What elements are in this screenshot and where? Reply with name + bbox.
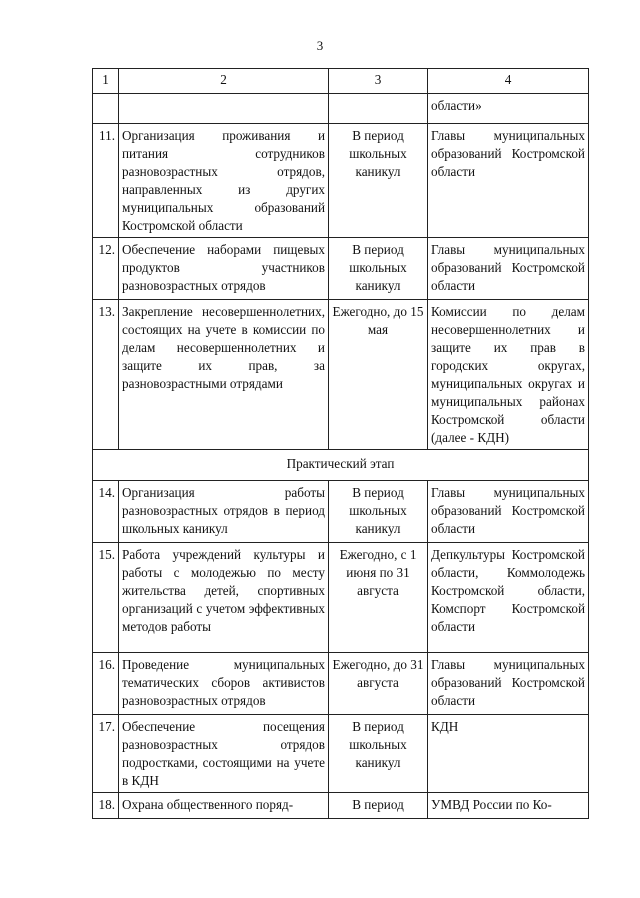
row-activity: Обеспечение наборами пищевых продуктов участников разновозрастных отрядов (119, 238, 329, 300)
row-activity: Организация работы разновозрастных отрядов в период школьных каникул (119, 481, 329, 543)
header-cell: 3 (329, 69, 428, 94)
row-executor: Главы муниципальных образований Костромской области (428, 653, 589, 715)
row-activity: Закрепление несовершеннолетних, состоящих на учете в комиссии по делам несовершеннолетних и защите их прав, за разновозрастными отрядами (119, 300, 329, 450)
row-executor: УМВД России по Ко- (428, 793, 589, 819)
table-row (93, 238, 589, 300)
row-number: 18. (93, 793, 119, 819)
row-number: 11. (93, 124, 119, 238)
row-term (329, 94, 428, 124)
table-row (93, 543, 589, 653)
section-title: Практический этап (93, 450, 589, 481)
row-term: В период школьных каникул (329, 238, 428, 300)
table-row (93, 715, 589, 793)
header-cell: 2 (119, 69, 329, 94)
row-executor: Главы муниципальных образований Костромской области (428, 481, 589, 543)
row-activity: Проведение муниципальных тематических сборов активистов разновозрастных отрядов (119, 653, 329, 715)
row-activity (119, 94, 329, 124)
row-number: 16. (93, 653, 119, 715)
row-term: Ежегодно, до 15 мая (329, 300, 428, 450)
row-term: Ежегодно, с 1 июня по 31 августа (329, 543, 428, 653)
row-number: 15. (93, 543, 119, 653)
row-term: Ежегодно, до 31 августа (329, 653, 428, 715)
row-term: В период школьных каникул (329, 715, 428, 793)
header-cell: 4 (428, 69, 589, 94)
table-row (93, 481, 589, 543)
row-term: В период школьных каникул (329, 124, 428, 238)
table-row (93, 300, 589, 450)
table-row (93, 124, 589, 238)
row-number: 13. (93, 300, 119, 450)
plan-table (92, 68, 589, 819)
page-number: 3 (316, 38, 324, 53)
row-executor: КДН (428, 715, 589, 793)
row-term: В период школьных каникул (329, 481, 428, 543)
row-term: В период (329, 793, 428, 819)
row-executor: Комиссии по делам несовершеннолетних и защите их прав в городских округах, муниципальных округах и муниципальных районах Костромской области (далее - КДН) (428, 300, 589, 450)
row-executor: области» (428, 94, 589, 124)
row-activity: Обеспечение посещения разновозрастных отрядов подростками, состоящими на учете в КДН (119, 715, 329, 793)
row-number: 12. (93, 238, 119, 300)
header-cell: 1 (93, 69, 119, 94)
row-executor: Главы муниципальных образований Костромской области (428, 238, 589, 300)
table-row (93, 793, 589, 819)
row-number: 14. (93, 481, 119, 543)
row-number: 17. (93, 715, 119, 793)
row-activity: Охрана общественного поряд- (119, 793, 329, 819)
header-row (93, 69, 589, 94)
row-activity: Работа учреждений культуры и работы с молодежью по месту жительства детей, спортивных организаций с учетом эффективных методов работы (119, 543, 329, 653)
row-executor: Главы муниципальных образований Костромской области (428, 124, 589, 238)
row-activity: Организация проживания и питания сотрудников разновозрастных отрядов, направленных из других муниципальных образований Костромской области (119, 124, 329, 238)
table-row (93, 94, 589, 124)
section-row (93, 450, 589, 481)
row-number (93, 94, 119, 124)
table-row (93, 653, 589, 715)
row-executor: Депкультуры Костромской области, Коммолодежь Костромской области, Комспорт Костромской области (428, 543, 589, 653)
